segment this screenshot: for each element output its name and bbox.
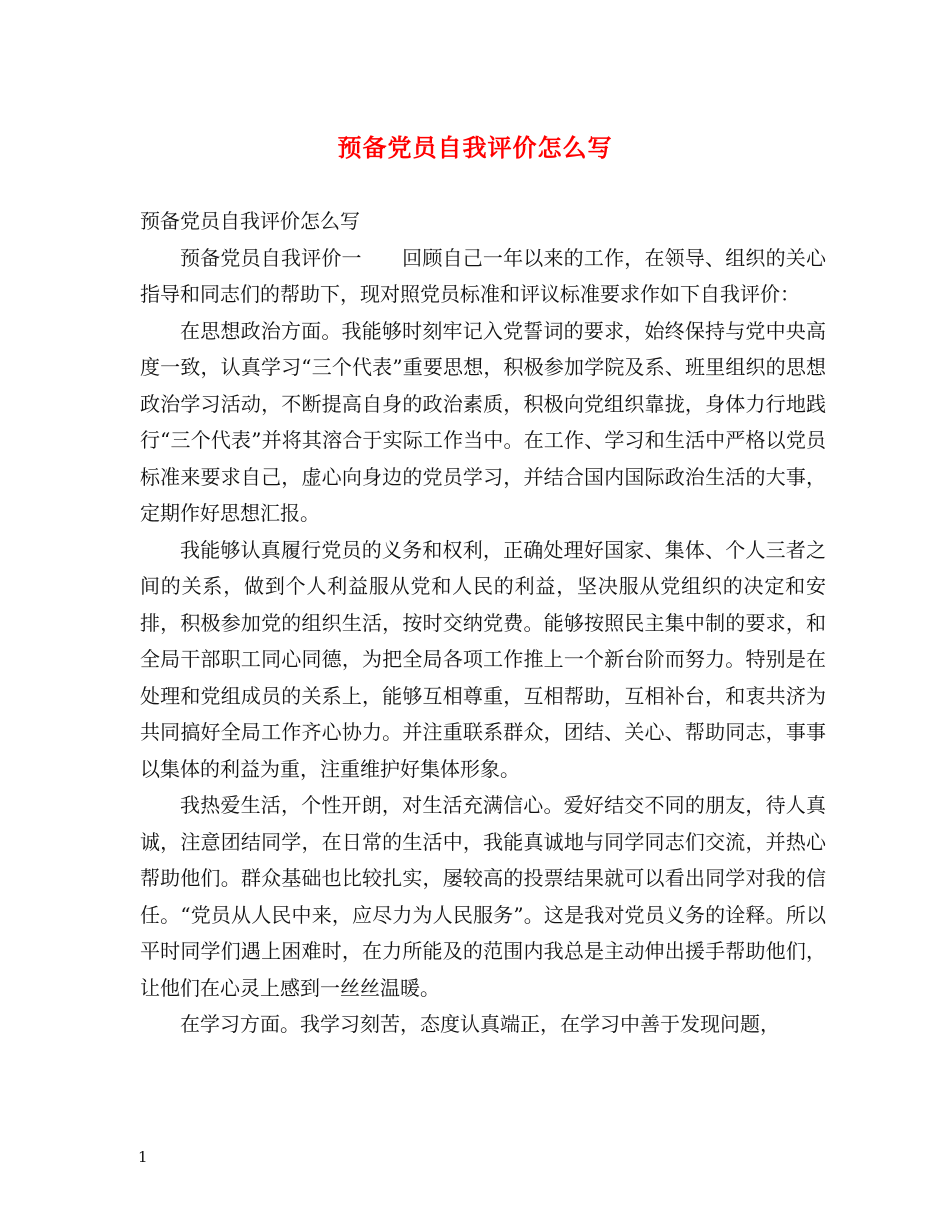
paragraph-4: 我热爱生活，个性开朗，对生活充满信心。爱好结交不同的朋友，待人真诚，注意团结同学，在日常的生活中，我能真诚地与同学同志们交流，并热心帮助他们。群众基础也比较扎实，屡较高的投票结果就可以看出同学对我的信任。“党员从人民中来，应尽力为人民服务”。这是我对党员义务的诠释。所以平时同学们遇上困难时，在力所能及的范围内我总是主动伸出援手帮助他们，让他们在心灵上感到一丝丝温暖。 [140, 793, 826, 1000]
paragraph-1: 预备党员自我评价一 回顾自己一年以来的工作，在领导、组织的关心指导和同志们的帮助下，现对照党员标准和评议标准要求作如下自我评价： [140, 245, 826, 306]
paragraph-5: 在学习方面。我学习刻苦，态度认真端正，在学习中善于发现问题， [180, 1012, 780, 1036]
document-body [140, 203, 826, 1043]
page-number: 1 [138, 1148, 148, 1166]
paragraph-2: 在思想政治方面。我能够时刻牢记入党誓词的要求，始终保持与党中央高度一致，认真学习“三个代表”重要思想，积极参加学院及系、班里组织的思想政治学习活动，不断提高自身的政治素质，积极向党组织靠拢，身体力行地践行“三个代表”并将其溶合于实际工作当中。在工作、学习和生活中严格以党员标准来要求自己，虚心向身边的党员学习，并结合国内国际政治生活的大事，定期作好思想汇报。 [140, 318, 826, 525]
paragraph-3: 我能够认真履行党员的义务和权利，正确处理好国家、集体、个人三者之间的关系，做到个人利益服从党和人民的利益，坚决服从党组织的决定和安排，积极参加党的组织生活，按时交纳党费。能够按照民主集中制的要求，和全局干部职工同心同德，为把全局各项工作推上一个新台阶而努力。特别是在处理和党组成员的关系上，能够互相尊重，互相帮助，互相补台，和衷共济为共同搞好全局工作齐心协力。并注重联系群众，团结、关心、帮助同志，事事以集体的利益为重，注重维护好集体形象。 [140, 537, 826, 781]
document-title: 预备党员自我评价怎么写 [337, 133, 613, 162]
document-subtitle: 预备党员自我评价怎么写 [140, 209, 360, 233]
